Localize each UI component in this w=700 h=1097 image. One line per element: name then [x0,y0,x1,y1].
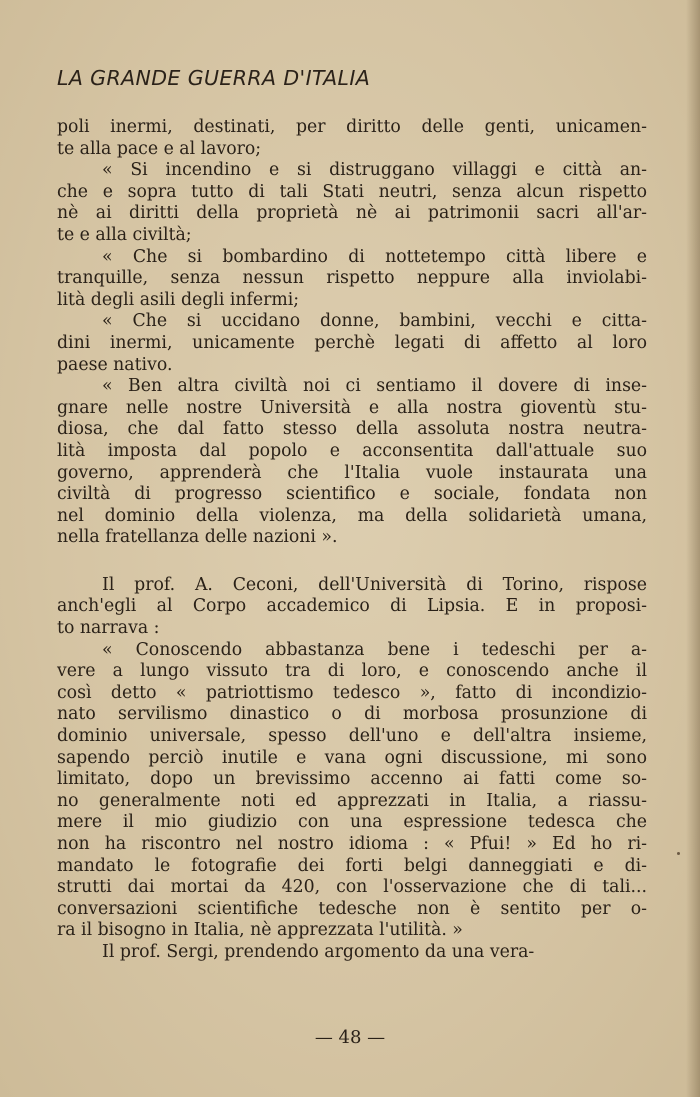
text-line: « Conoscendo abbastanza bene i tedeschi per a- [102,639,647,660]
text-line: paese nativo. [57,354,173,375]
text-line: sapendo perciò inutile e vana ogni discussione, mi sono [57,747,647,768]
text-line: « Ben altra civiltà noi ci sentiamo il dovere di inse- [102,376,647,397]
text-line: gnare nelle nostre Università e alla nostra gioventù stu- [57,397,647,418]
text-line: no generalmente noti ed apprezzati in Italia, a riassu- [57,790,647,811]
text-line: « Si incendino e si distruggano villaggi e città an- [102,160,647,181]
paper-speck [677,852,680,855]
text-line: che e sopra tutto di tali Stati neutri, senza alcun rispetto [57,181,647,202]
text-line: lità imposta dal popolo e acconsentita dall'attuale suo [57,440,647,461]
page-number: — 48 — [314,1027,386,1048]
text-line: governo, apprenderà che l'Italia vuole instaurata una [57,462,647,483]
text-line: poli inermi, destinati, per diritto delle genti, unicamen- [57,117,647,137]
text-line: vere a lungo vissuto tra di loro, e conoscendo anche il [57,661,647,682]
text-line: « Che si bombardino di nottetempo città libere e [102,246,647,267]
section-gap [57,549,647,575]
text-line: nè ai diritti della proprietà nè ai patrimonii sacri all'ar- [57,203,647,224]
text-line: così detto « patriottismo tedesco », fatto di incondizio- [57,682,647,703]
text-line: nella fratellanza delle nazioni ». [57,527,338,548]
running-header: LA GRANDE GUERRA D'ITALIA [57,66,371,90]
text-line: limitato, dopo un brevissimo accenno ai fatti come so- [57,769,647,790]
text-line: conversazioni scientifiche tedesche non è sentito per o- [57,898,647,919]
text-line: strutti dai mortai da 420, con l'osservazione che di tali... [57,877,647,898]
body-text [57,117,647,964]
text-line: Il prof. A. Ceconi, dell'Università di Torino, rispose [102,574,647,595]
text-line: nel dominio della violenza, ma della solidarietà umana, [57,505,647,526]
text-line: mere il mio giudizio con una espressione tedesca che [57,812,647,833]
text-line: Il prof. Sergi, prendendo argomento da una vera- [102,941,535,962]
text-line: tranquille, senza nessun rispetto neppure alla inviolabi- [57,268,647,289]
text-line: lità degli asili degli infermi; [57,289,300,310]
text-line: te alla pace e al lavoro; [57,138,262,159]
page-edge-shadow [686,0,700,1097]
text-line: anch'egli al Corpo accademico di Lipsia. E in proposi- [57,596,647,617]
text-line: diosa, che dal fatto stesso della assoluta nostra neutra- [57,419,647,440]
text-line: mandato le fotografie dei forti belgi danneggiati e di- [57,855,647,876]
text-line: dominio universale, spesso dell'uno e dell'altra insieme, [57,726,647,747]
text-line: nato servilismo dinastico o di morbosa prosunzione di [57,704,647,725]
text-line: civiltà di progresso scientifico e sociale, fondata non [57,484,647,505]
text-line: non ha riscontro nel nostro idioma : « Pfui! » Ed ho ri- [57,834,647,854]
text-line: ra il bisogno in Italia, nè apprezzata l'utilità. » [57,920,463,941]
text-line: dini inermi, unicamente perchè legati di affetto al loro [57,332,647,353]
text-line: « Che si uccidano donne, bambini, vecchi e citta- [102,311,647,332]
text-line: to narrava : [57,618,160,639]
text-line: te e alla civiltà; [57,224,192,245]
